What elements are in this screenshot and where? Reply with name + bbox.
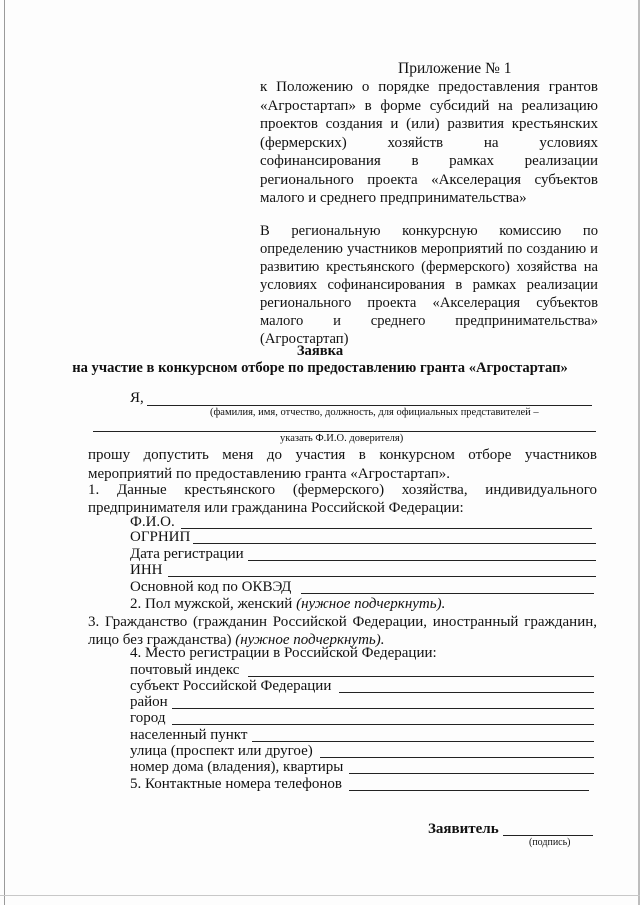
applicant-name-line[interactable]: [147, 405, 592, 406]
ya-label: Я,: [130, 390, 144, 406]
city-field[interactable]: [172, 724, 594, 725]
house-field[interactable]: [349, 773, 594, 774]
section3-text: [88, 613, 597, 649]
applicant-name-line-2[interactable]: [93, 431, 596, 432]
reg-date-label: Дата регистрации: [130, 546, 244, 562]
section1-heading: 1. Данные крестьянского (фермерского) хозяйства, индивидуального предпринимателя или гражданина Российской Федерации:: [88, 482, 597, 516]
postal-label: почтовый индекс: [130, 662, 240, 678]
inn-label: ИНН: [130, 562, 163, 578]
reg-date-field[interactable]: [248, 560, 596, 561]
subject-field[interactable]: [339, 692, 594, 693]
sex-text: 2. Пол мужской, женский: [130, 596, 293, 612]
signature-field[interactable]: [503, 835, 593, 836]
fio-field[interactable]: [181, 528, 592, 529]
document-subtitle: на участие в конкурсном отборе по предоставлению гранта «Агростартап»: [72, 360, 568, 376]
ogrnip-field[interactable]: [193, 543, 596, 544]
section2-text: [130, 596, 445, 613]
signature-hint: (подпись): [529, 837, 571, 848]
city-label: город: [130, 710, 166, 726]
street-label: улица (проспект или другое): [130, 743, 313, 759]
subject-label: субъект Российской Федерации: [130, 678, 332, 694]
okved-label: Основной код по ОКВЭД: [130, 579, 292, 595]
addressee: В региональную конкурсную комиссию по определению участников мероприятий по созданию и развитию крестьянского (фермерского) хозяйства на условиях софинансирования в рамках реализации регионального проекта «Акселерация субъектов малого и среднего предпринимательства» (Агростартап): [260, 223, 598, 347]
house-label: номер дома (владения), квартиры: [130, 759, 344, 775]
document-title: Заявка: [296, 343, 344, 359]
page-left-edge: [4, 0, 5, 905]
settlement-label: населенный пункт: [130, 727, 248, 743]
ogrnip-label: ОГРНИП: [130, 529, 191, 545]
page-bottom-edge: [0, 895, 640, 896]
phones-label: 5. Контактные номера телефонов: [130, 776, 343, 792]
section4-heading: 4. Место регистрации в Российской Федерации:: [130, 645, 437, 661]
request-text: прошу допустить меня до участия в конкурсном отборе участников мероприятий по предоставлению гранта «Агростартап».: [88, 447, 597, 482]
phones-field[interactable]: [349, 790, 589, 791]
inn-field[interactable]: [168, 576, 596, 577]
citizenship-hint: (нужное подчеркнуть).: [235, 632, 385, 648]
trustee-hint: указать Ф.И.О. доверителя): [280, 433, 404, 444]
district-label: район: [130, 694, 168, 710]
appendix-title: Приложение № 1: [398, 60, 512, 77]
appendix-basis: к Положению о порядке предоставления грантов «Агростартап» в форме субсидий на реализацию проектов создания и (или) развития крестьянских (фермерских) хозяйств на условиях софинансирования в рамках реализации регионального проекта «Акселерация субъектов малого и среднего предпринимательства»: [260, 79, 598, 206]
okved-field[interactable]: [301, 593, 594, 594]
district-field[interactable]: [172, 708, 594, 709]
citizenship-text: 3. Гражданство (гражданин Российской Федерации, иностранный гражданин, лицо без гражданства): [88, 614, 597, 648]
street-field[interactable]: [320, 757, 594, 758]
settlement-field[interactable]: [252, 741, 594, 742]
applicant-name-hint: (фамилия, имя, отчество, должность, для официальных представителей –: [210, 407, 539, 418]
signature-label: Заявитель: [428, 821, 499, 837]
fio-label: Ф.И.О.: [130, 514, 175, 530]
postal-field[interactable]: [248, 676, 594, 677]
sex-hint: (нужное подчеркнуть).: [296, 596, 446, 612]
